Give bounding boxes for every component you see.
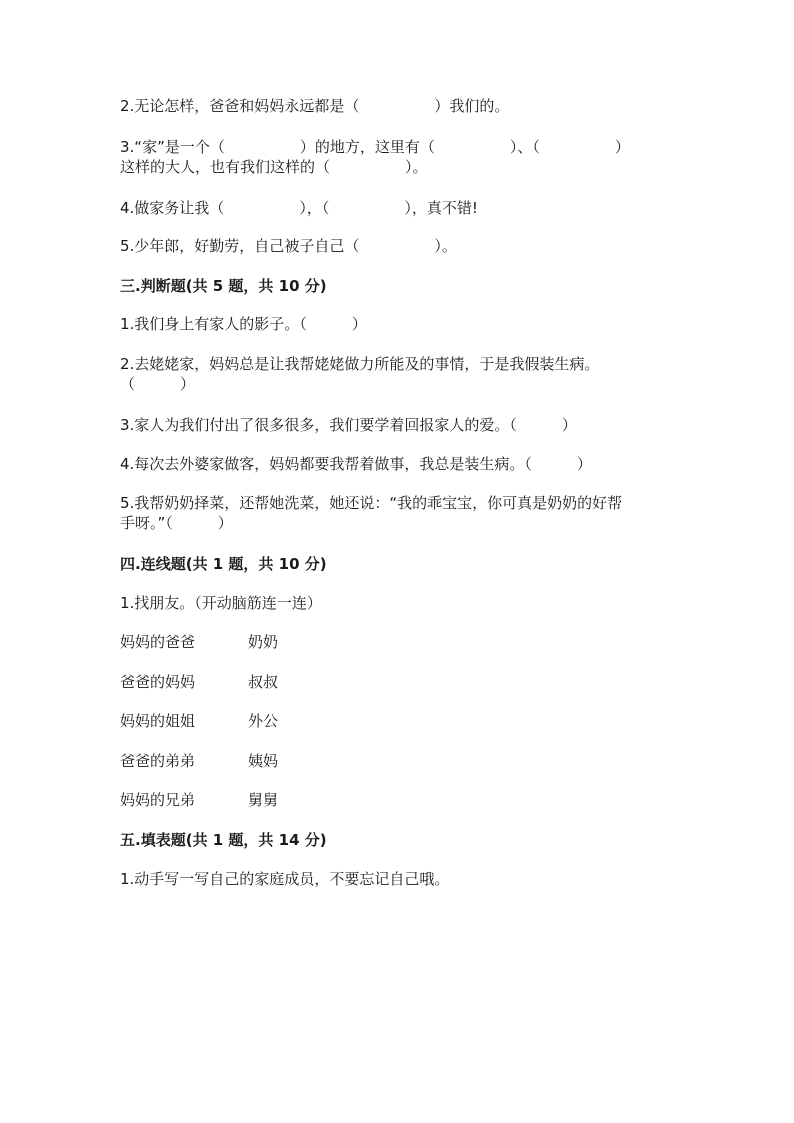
section-heading-match: 四.连线题(共 1 题，共 10 分)	[120, 555, 327, 573]
judge-q5-line2: 手呀。”（ ）	[120, 514, 233, 532]
match-right-item: 姨妈	[248, 752, 279, 770]
match-right-item: 叔叔	[248, 673, 279, 691]
fill-blank-q5: 5.少年郎，好勤劳，自己被子自己（ ）。	[120, 237, 457, 255]
fill-blank-q2: 2.无论怎样，爸爸和妈妈永远都是（ ）我们的。	[120, 97, 510, 115]
match-left-item: 妈妈的兄弟	[120, 791, 196, 809]
section-heading-judge: 三.判断题(共 5 题，共 10 分)	[120, 277, 327, 295]
match-q1: 1.找朋友。（开动脑筋连一连）	[120, 594, 322, 612]
table-fill-q1: 1.动手写一写自己的家庭成员，不要忘记自己哦。	[120, 870, 450, 888]
judge-q4: 4.每次去外婆家做客，妈妈都要我帮着做事，我总是装生病。（ ）	[120, 455, 592, 473]
match-left-item: 爸爸的弟弟	[120, 752, 196, 770]
fill-blank-q4: 4.做家务让我（ ），（ ），真不错!	[120, 199, 478, 217]
judge-q1: 1.我们身上有家人的影子。（ ）	[120, 315, 367, 333]
match-right-item: 外公	[248, 712, 279, 730]
fill-blank-q3-line2: 这样的大人，也有我们这样的（ ）。	[120, 158, 428, 176]
judge-q2-line1: 2.去姥姥家，妈妈总是让我帮姥姥做力所能及的事情，于是我假装生病。	[120, 355, 600, 373]
judge-q5-line1: 5.我帮奶奶择菜，还帮她洗菜，她还说：“我的乖宝宝，你可真是奶奶的好帮	[120, 494, 623, 512]
judge-q2-line2: （ ）	[120, 375, 196, 393]
match-left-item: 妈妈的爸爸	[120, 633, 196, 651]
fill-blank-q3-line1: 3.“家”是一个（ ）的地方，这里有（ ）、（ ）	[120, 138, 630, 156]
match-left-item: 妈妈的姐姐	[120, 712, 196, 730]
section-heading-table-fill: 五.填表题(共 1 题，共 14 分)	[120, 831, 327, 849]
match-right-item: 舅舅	[248, 791, 279, 809]
judge-q3: 3.家人为我们付出了很多很多，我们要学着回报家人的爱。（ ）	[120, 416, 577, 434]
match-right-item: 奶奶	[248, 633, 279, 651]
match-left-item: 爸爸的妈妈	[120, 673, 196, 691]
